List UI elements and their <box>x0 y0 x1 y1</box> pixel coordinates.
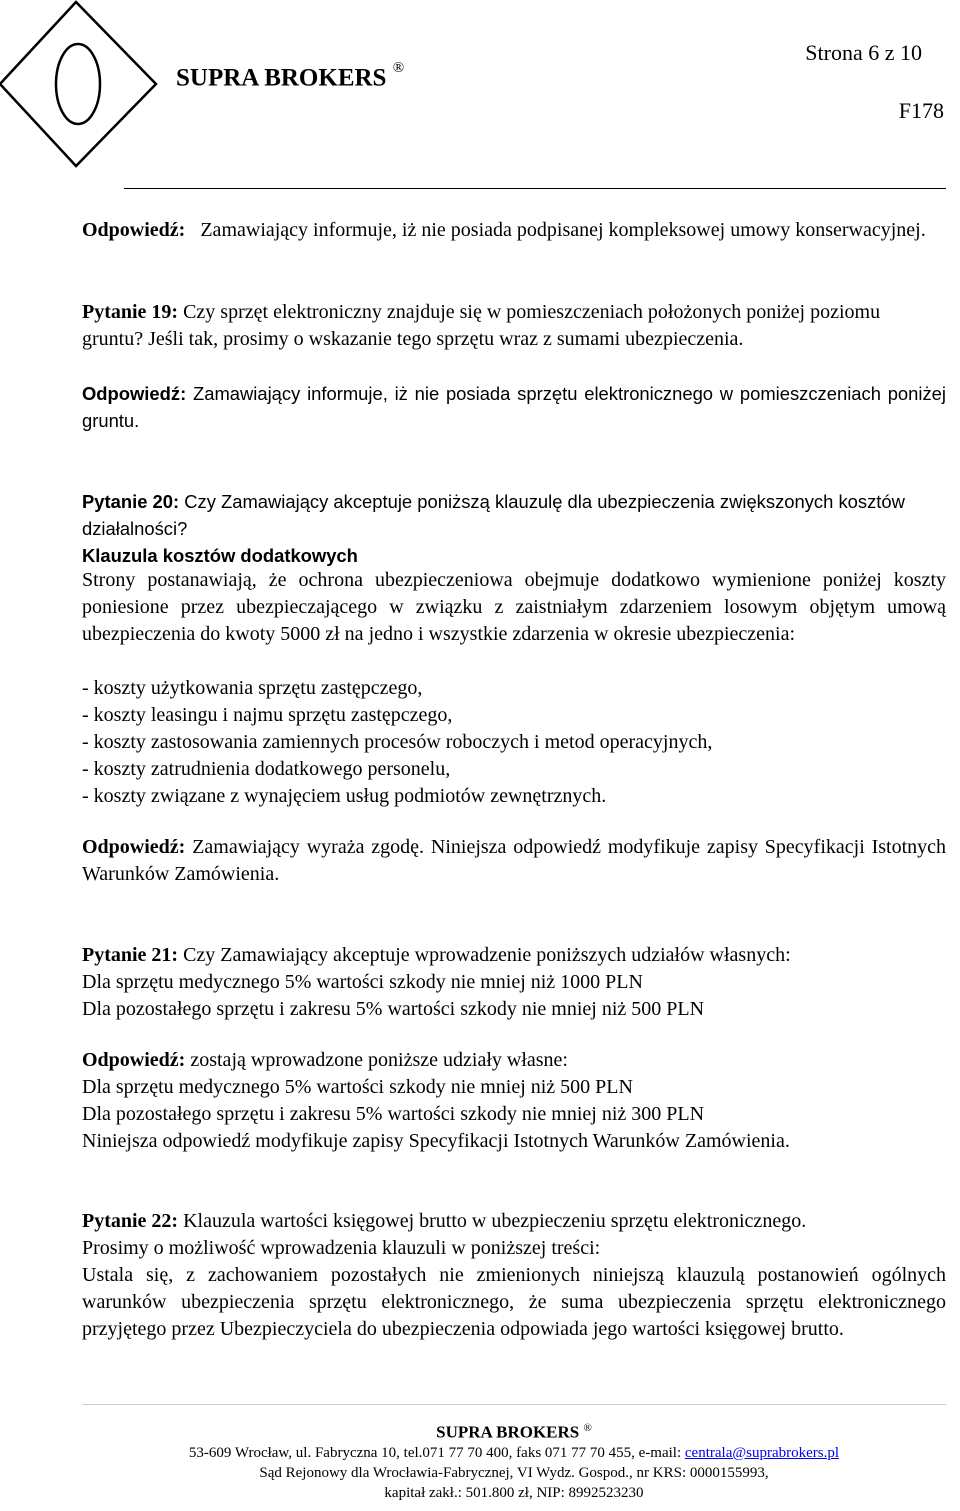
clause-text: Strony postanawiają, że ochrona ubezpieczeniowa obejmuje dodatkowo wymienione poniżej koszty poniesione przez ubezpieczającego w związku z zaistniałym zdarzeniem losowym objętym umową ubezpieczenia do kwoty 5000 zł na jedno i wszystkie zdarzenia w okresie ubezpieczenia: <box>82 569 946 645</box>
answer-note: Niniejsza odpowiedź modyfikuje zapisy Specyfikacji Istotnych Warunków Zamówienia. <box>82 1130 790 1152</box>
registered-mark: ® <box>392 60 405 76</box>
list-item: - koszty zastosowania zamiennych procesów roboczych i metod operacyjnych, <box>82 731 713 753</box>
answer-18: Odpowiedź: Zamawiający informuje, iż nie posiada podpisanej kompleksowej umowy konserwacyjnej. <box>82 219 926 241</box>
page-footer <box>82 1418 946 1503</box>
deductible-line: Dla pozostałego sprzętu i zakresu 5% wartości szkody nie mniej niż 500 PLN <box>82 998 705 1020</box>
footer-divider <box>82 1404 946 1405</box>
header-divider <box>124 188 946 189</box>
page-number: Strona 6 z 10 <box>805 40 922 65</box>
deductible-line: Dla sprzętu medycznego 5% wartości szkody nie mniej niż 1000 PLN <box>82 971 643 993</box>
footer-address: 53-609 Wrocław, ul. Fabryczna 10, tel.071 77 70 400, faks 071 77 70 455, e-mail: centrala@suprabrokers.pl <box>188 1444 840 1461</box>
question-21: Pytanie 21: Czy Zamawiający akceptuje wprowadzenie poniższych udziałów własnych: Dla sprzętu medycznego 5% wartości szkody nie mniej niż 1000 PLN Dla pozostałego sprzętu i zakresu 5% wartości szkody nie mniej niż 500 PLN <box>82 942 946 1023</box>
answer-21: Odpowiedź: zostają wprowadzone poniższe udziały własne: Dla sprzętu medycznego 5% wartości szkody nie mniej niż 500 PLN Dla pozostałego sprzętu i zakresu 5% wartości szkody nie mniej niż 300 PLN Niniejsza odpowiedź modyfikuje zapisy Specyfikacji Istotnych Warunków Zamówienia. <box>82 1047 946 1155</box>
header-company-name: SUPRA BROKERS ® <box>176 60 405 92</box>
answer-19: Odpowiedź: Zamawiający informuje, iż nie posiada sprzętu elektronicznego w pomieszczeniach poniżej gruntu. <box>82 383 946 431</box>
list-item: - koszty zatrudnienia dodatkowego personelu, <box>82 758 451 780</box>
deductible-line: Dla sprzętu medycznego 5% wartości szkody nie mniej niż 500 PLN <box>82 1076 633 1098</box>
answer-20: Odpowiedź: Zamawiający wyraża zgodę. Niniejsza odpowiedź modyfikuje zapisy Specyfikacji Istotnych Warunków Zamówienia. <box>82 836 947 885</box>
list-item: - koszty leasingu i najmu sprzętu zastępczego, <box>82 704 453 726</box>
list-item: - koszty użytkowania sprzętu zastępczego, <box>82 677 423 699</box>
question-22: Pytanie 22: Klauzula wartości księgowej brutto w ubezpieczeniu sprzętu elektronicznego. Prosimy o możliwość wprowadzenia klauzuli w poniższej treści: <box>82 1210 807 1259</box>
deductible-line: Dla pozostałego sprzętu i zakresu 5% wartości szkody nie mniej niż 300 PLN <box>82 1103 705 1125</box>
document-code: F178 <box>898 98 944 123</box>
cost-list <box>82 675 946 810</box>
footer-capital: kapitał zakł.: 501.800 zł, NIP: 8992523230 <box>384 1484 644 1501</box>
company-logo <box>0 0 160 170</box>
list-item: - koszty związane z wynajęciem usług podmiotów zewnętrznych. <box>82 785 607 807</box>
footer-company-name: SUPRA BROKERS ® <box>436 1422 592 1442</box>
clause-text: Ustala się, z zachowaniem pozostałych nie zmienionych niniejszą klauzulą postanowień ogólnych warunków ubezpieczenia sprzętu elektronicznego, że suma ubezpieczenia sprzętu elektronicznego przyjętego przez Ubezpieczyciela do ubezpieczenia odpowiada jego wartości księgowej brutto. <box>82 1264 946 1340</box>
email-link[interactable]: centrala@suprabrokers.pl <box>684 1444 840 1461</box>
question-19: Pytanie 19: Czy sprzęt elektroniczny znajduje się w pomieszczeniach położonych poniżej poziomu gruntu? Jeśli tak, prosimy o wskazanie tego sprzętu wraz z sumami ubezpieczenia. <box>82 301 881 350</box>
footer-court: Sąd Rejonowy dla Wrocławia-Fabrycznej, VI Wydz. Gospod., nr KRS: 0000155993, <box>259 1464 769 1481</box>
question-20: Pytanie 20: Czy Zamawiający akceptuje poniższą klauzulę dla ubezpieczenia zwiększonych kosztów działalności? <box>82 491 905 539</box>
clause-title: Klauzula kosztów dodatkowych <box>82 545 358 566</box>
